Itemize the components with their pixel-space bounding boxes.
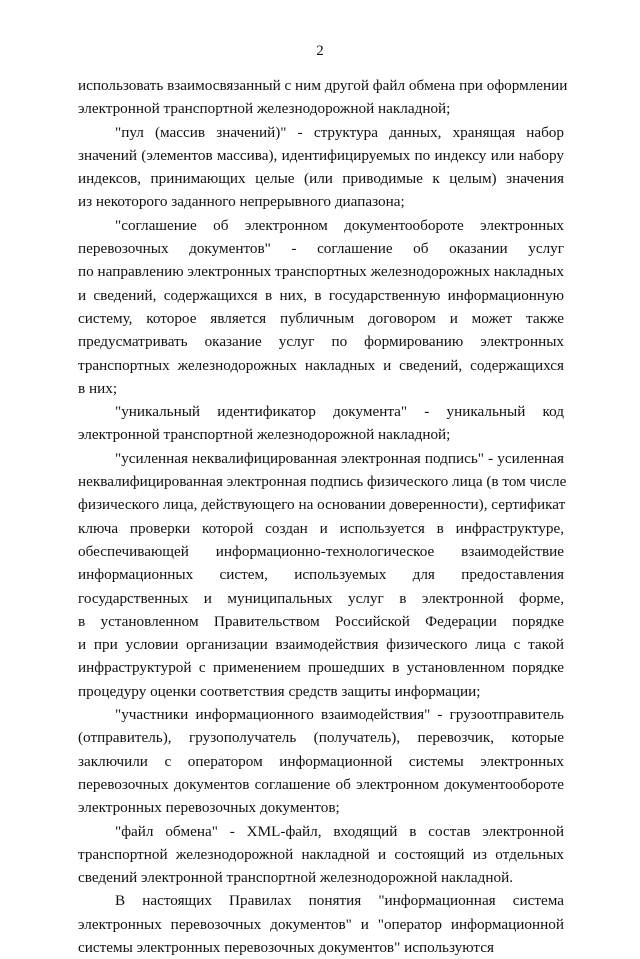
text-line: электронных перевозочных документов" и "оператор информационной: [78, 915, 564, 933]
text-line: и сведений, содержащихся в них, в государственную информационную: [78, 286, 564, 304]
text-line: заключили с оператором информационной системы электронных: [78, 752, 564, 770]
paragraph: [78, 447, 567, 703]
paragraph: [78, 820, 564, 890]
paragraph: [78, 214, 564, 400]
text-line: значений (элементов массива), идентифицируемых по индексу или набору: [78, 146, 564, 164]
text-line: использовать взаимосвязанный с ним другой файл обмена при оформлении: [78, 77, 568, 94]
text-line: (отправитель), грузополучатель (получатель), перевозчик, которые: [78, 729, 564, 747]
text-line: "усиленная неквалифицированная электронная подпись" - усиленная: [115, 449, 564, 467]
paragraph: [78, 74, 568, 121]
text-line: транспортной железнодорожной накладной и состоящий из отдельных: [78, 845, 564, 863]
paragraph: [78, 121, 564, 214]
paragraph: [78, 703, 564, 819]
text-line: из некоторого заданного непрерывного диапазона;: [78, 193, 405, 211]
text-line: обеспечивающей информационно-технологическое взаимодействие: [78, 542, 564, 560]
text-line: в них;: [78, 379, 118, 397]
text-line: перевозочных документов соглашение об электронном документообороте: [78, 775, 564, 793]
text-line: перевозочных документов" - соглашение об оказании услуг: [78, 240, 564, 258]
text-line: систему, которое является публичным договором и может также: [78, 309, 564, 327]
text-line: электронной транспортной железнодорожной накладной;: [78, 100, 451, 118]
text-line: транспортных железнодорожных накладных и сведений, содержащихся: [78, 356, 564, 374]
text-line: в установленном Правительством Российской Федерации порядке: [78, 612, 564, 630]
text-line: предусматривать оказание услуг по формированию электронных: [78, 333, 564, 351]
text-line: "соглашение об электронном документообороте электронных: [115, 216, 564, 234]
text-line: В настоящих Правилах понятия "информационная система: [115, 892, 564, 910]
text-line: инфраструктурой с применением прошедших в установленном порядке: [78, 659, 564, 677]
text-line: процедуру оценки соответствия средств защиты информации;: [78, 682, 481, 700]
text-line: неквалифицированная электронная подпись физического лица (в том числе: [78, 473, 567, 491]
text-line: "участники информационного взаимодействия" - грузоотправитель: [115, 706, 564, 724]
text-line: "уникальный идентификатор документа" - уникальный код: [115, 403, 564, 421]
text-line: и при условии организации взаимодействия физического лица с такой: [78, 636, 564, 654]
paragraph: [78, 400, 564, 447]
text-line: информационных систем, используемых для предоставления: [78, 566, 564, 584]
text-line: электронной транспортной железнодорожной накладной;: [78, 426, 451, 444]
text-line: системы электронных перевозочных документов" используются: [78, 938, 494, 956]
text-line: "пул (массив значений)" - структура данных, хранящая набор: [115, 123, 564, 141]
document-body: [78, 74, 568, 959]
text-line: сведений электронной транспортной железнодорожной накладной.: [78, 869, 513, 887]
paragraph: [78, 889, 564, 959]
text-line: электронных перевозочных документов;: [78, 799, 340, 817]
text-line: государственных и муниципальных услуг в электронной форме,: [78, 589, 564, 607]
text-line: ключа проверки которой создан и используется в инфраструктуре,: [78, 519, 564, 537]
text-line: "файл обмена" - XML-файл, входящий в состав электронной: [115, 822, 564, 840]
text-line: физического лица, действующего на основании доверенности), сертификат: [78, 496, 566, 514]
text-line: по направлению электронных транспортных железнодорожных накладных: [78, 263, 564, 281]
text-line: индексов, принимающих целые (или приводимые к целым) значения: [78, 170, 564, 188]
page-number: 2: [316, 43, 324, 59]
